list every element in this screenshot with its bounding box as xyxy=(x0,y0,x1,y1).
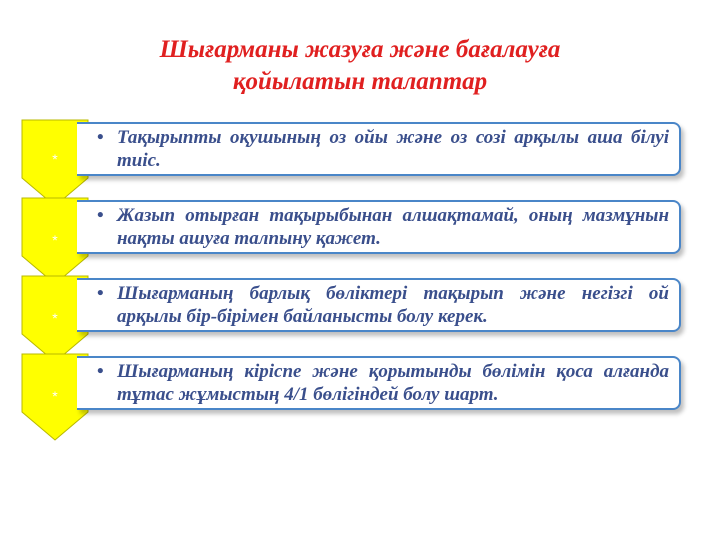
chevron-marker: * xyxy=(52,310,58,326)
item-text: Тақырыпты оқушының оз ойы және оз созі арқылы аша білуі тиіс. xyxy=(117,127,669,171)
list-item xyxy=(0,274,720,364)
item-text-block xyxy=(97,126,669,172)
item-box xyxy=(77,278,681,332)
title-line-1: Шығарманы жазуға және бағалауға xyxy=(159,36,561,63)
chevron-marker: * xyxy=(52,388,58,404)
title-line-2: қойылатын талаптар xyxy=(232,68,488,95)
item-box xyxy=(77,356,681,410)
item-text-block xyxy=(97,204,669,250)
bullet-icon: • xyxy=(97,127,104,148)
chevron-marker: * xyxy=(52,232,58,248)
list-item xyxy=(0,118,720,208)
item-text: Шығарманың кіріспе және қорытынды бөлімін қоса алғанда тұтас жұмыстың 4/1 бөлігіндей болу шарт. xyxy=(117,361,669,405)
item-box xyxy=(77,200,681,254)
bullet-icon: • xyxy=(97,205,104,226)
chevron-marker: * xyxy=(52,151,58,167)
item-text: Жазып отырған тақырыбынан алшақтамай, оның мазмұнын нақты ашуға талпыну қажет. xyxy=(117,205,669,249)
bullet-icon: • xyxy=(97,361,104,382)
item-text-block xyxy=(97,360,669,406)
list-item xyxy=(0,196,720,286)
item-text: Шығарманың барлық бөліктері тақырып және негізгі ой арқылы бір-бірімен байланысты болу керек. xyxy=(117,283,669,327)
list-item xyxy=(0,352,720,442)
item-text-block xyxy=(97,282,669,328)
item-box xyxy=(77,122,681,176)
bullet-icon: • xyxy=(97,283,104,304)
